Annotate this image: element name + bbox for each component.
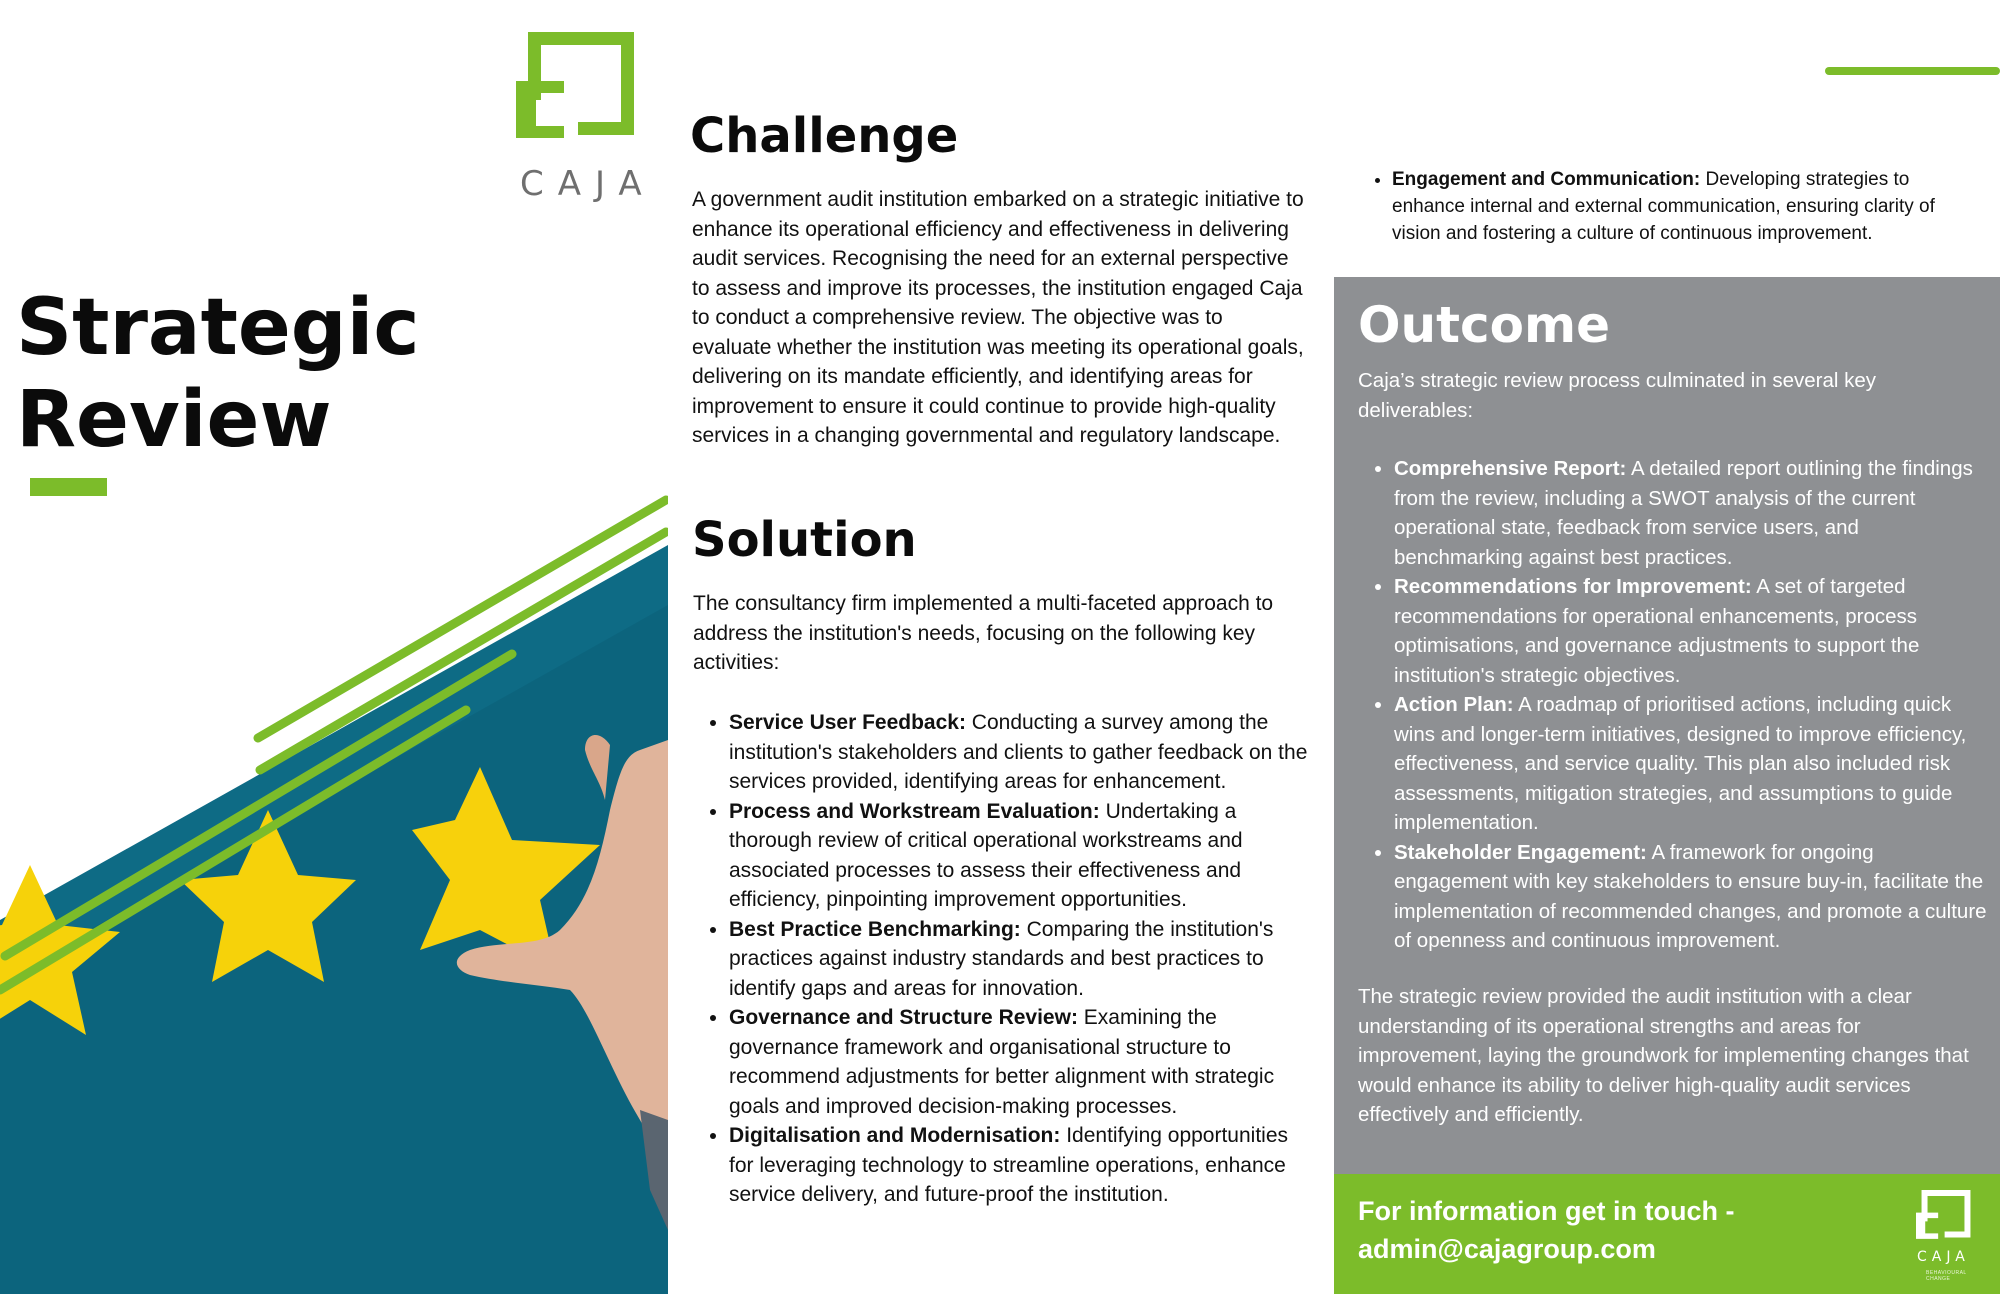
solution-heading: Solution <box>692 512 917 568</box>
outcome-intro: Caja’s strategic review process culminated in several key deliverables: <box>1358 369 1877 422</box>
list-item: • Stakeholder Engagement: A framework for ongoing engagement with key stakeholders to ensure buy-in, facilitate the implementation of recommended changes, and promote a culture of openness and continuous improvement. <box>1394 838 1990 956</box>
top-accent-line <box>1825 67 2000 75</box>
contact-line: For information get in touch - <box>1358 1196 1735 1226</box>
stars-illustration <box>0 470 668 1294</box>
page-title <box>16 282 656 466</box>
solution-intro: The consultancy firm implemented a multi-faceted approach to address the institution's needs, focusing on the following key activities: <box>693 592 1274 674</box>
list-item: • Governance and Structure Review: Examining the governance framework and organisational structure to recommend adjustments for better alignment with strategic goals and improved decision-making processes. <box>729 1003 1313 1121</box>
contact-email[interactable]: admin@cajagroup.com <box>1358 1234 1656 1264</box>
page-title-line1: Strategic <box>16 283 420 373</box>
outcome-closing: The strategic review provided the audit institution with a clear understanding of its operational strengths and areas for improvement, laying the groundwork for implementing changes that would enhance its ability to deliver high-quality audit services effectively and efficiently. <box>1358 985 1969 1126</box>
list-item: • Process and Workstream Evaluation: Undertaking a thorough review of critical operational workstreams and associated processes to assess their effectiveness and efficiency, pinpointing improvement opportunities. <box>729 797 1313 915</box>
list-item: • Service User Feedback: Conducting a survey among the institution's stakeholders and clients to gather feedback on the services provided, identifying areas for enhancement. <box>729 708 1313 797</box>
contact-text <box>1358 1192 1818 1268</box>
list-item: • Engagement and Communication: Developing strategies to enhance internal and external communication, ensuring clarity of vision and fostering a culture of continuous improvement. <box>1392 166 1964 247</box>
solution-list <box>693 708 1313 1210</box>
challenge-body: A government audit institution embarked on a strategic initiative to enhance its operational efficiency and effectiveness in delivering audit services. Recognising the need for an external perspective to assess and improve its processes, the institution engaged Caja to conduct a comprehensive review. The objective was to evaluate whether the institution was meeting its operational goals, delivering on its mandate efficiently, and identifying areas for improvement to ensure it could continue to provide high-quality services in a changing governmental and regulatory landscape. <box>692 188 1304 447</box>
footer-logo-tagline: BEHAVIOURAL CHANGE <box>1926 1270 1967 1282</box>
caja-logo-icon <box>1916 1184 1976 1244</box>
list-item: • Digitalisation and Modernisation: Identifying opportunities for leveraging technology to streamline operations, enhance service delivery, and future-proof the institution. <box>729 1121 1313 1210</box>
page-title-line2: Review <box>16 375 332 465</box>
caja-logo-icon <box>516 20 646 148</box>
solution-list-continued <box>1364 166 1964 247</box>
outcome-list <box>1358 454 1990 956</box>
outcome-heading: Outcome <box>1358 296 1611 354</box>
list-item: • Recommendations for Improvement: A set of targeted recommendations for operational enhancements, process optimisations, and governance adjustments to support the institution's strategic objectives. <box>1394 572 1990 690</box>
footer-logo-text: CAJA <box>1917 1249 1970 1265</box>
caja-logo-text: CAJA <box>520 164 656 204</box>
list-item: • Action Plan: A roadmap of prioritised actions, including quick wins and longer-term initiatives, designed to improve efficiency, effectiveness, and service quality. This plan also included risk assessments, mitigation strategies, and assumptions to guide implementation. <box>1394 690 1990 838</box>
list-item: • Comprehensive Report: A detailed report outlining the findings from the review, including a SWOT analysis of the current operational state, feedback from service users, and benchmarking against best practices. <box>1394 454 1990 572</box>
challenge-heading: Challenge <box>690 108 959 164</box>
list-item: • Best Practice Benchmarking: Comparing the institution's practices against industry standards and best practices to identify gaps and areas for innovation. <box>729 915 1313 1004</box>
